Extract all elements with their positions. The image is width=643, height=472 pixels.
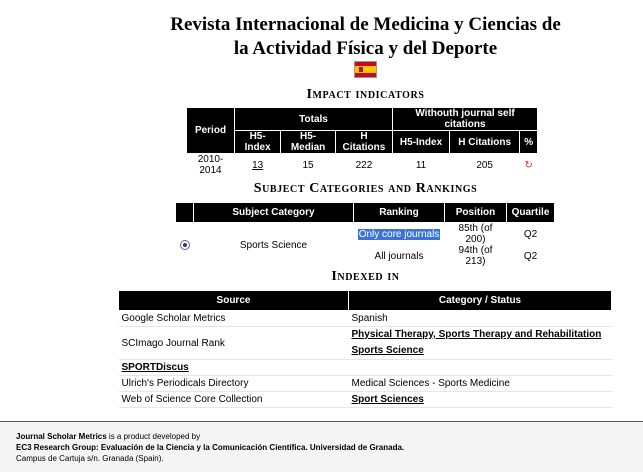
totals-header: Totals bbox=[235, 108, 393, 131]
table-row bbox=[119, 311, 612, 327]
h5-index-wo-cell: 11 bbox=[415, 159, 427, 171]
quartile-cell: Q2 bbox=[523, 228, 538, 240]
period-cell: 2010-2014 bbox=[197, 154, 224, 176]
col-quartile: Quartile bbox=[507, 203, 555, 223]
col-h5-median: H5-Median bbox=[281, 131, 336, 154]
category-link[interactable]: Physical Therapy, Sports Therapy and Rehabilitation bbox=[351, 329, 602, 340]
category-link[interactable]: Sports Science bbox=[351, 345, 424, 356]
footer-brand: Journal Scholar Metrics bbox=[16, 432, 107, 441]
impact-indicators-heading: Impact indicators bbox=[306, 87, 425, 102]
quartile-cell: Q2 bbox=[523, 250, 538, 262]
col-percent: % bbox=[520, 131, 538, 154]
col-source: Source bbox=[119, 291, 349, 311]
col-position: Position bbox=[445, 203, 507, 223]
table-row bbox=[119, 392, 612, 408]
table-row bbox=[187, 154, 538, 177]
category-cell: Sports Science bbox=[239, 239, 308, 251]
journal-title-line2: la Actividad Física y del Deporte bbox=[233, 38, 498, 59]
subject-categories-heading: Subject Categories and Rankings bbox=[253, 181, 478, 196]
category-radio[interactable] bbox=[180, 240, 190, 250]
footer-address: Campus de Cartuja s/n. Granada (Spain). bbox=[16, 454, 164, 463]
without-self-citations-header: Withouth journal self citations bbox=[393, 108, 538, 131]
col-category-status: Category / Status bbox=[349, 291, 612, 311]
col-h-citations-wo: H Citations bbox=[450, 131, 520, 154]
status-cell: Spanish bbox=[349, 311, 612, 327]
h-citations-cell: 222 bbox=[355, 159, 373, 171]
sportdiscus-link[interactable]: SPORTDiscus bbox=[121, 362, 189, 373]
position-cell: 85th (of 200) bbox=[458, 223, 493, 245]
table-row bbox=[119, 360, 612, 376]
table-row bbox=[176, 223, 555, 246]
h-citations-wo-cell: 205 bbox=[476, 159, 493, 171]
source-cell: Web of Science Core Collection bbox=[119, 392, 349, 408]
col-ranking: Ranking bbox=[354, 203, 445, 223]
indexed-in-table bbox=[118, 290, 612, 408]
col-h5-index-wo: H5-Index bbox=[393, 131, 450, 154]
period-header: Period bbox=[187, 108, 235, 154]
col-h5-index: H5-Index bbox=[235, 131, 281, 154]
table-row bbox=[119, 376, 612, 392]
refresh-icon[interactable]: ↻ bbox=[524, 159, 533, 171]
ranking-core-option[interactable]: Only core journals bbox=[358, 228, 440, 240]
status-cell: Medical Sciences - Sports Medicine bbox=[349, 376, 612, 392]
footer-text: is a product developed by bbox=[106, 432, 201, 441]
h5-median-cell: 15 bbox=[302, 159, 314, 171]
position-cell: 94th (of 213) bbox=[458, 245, 493, 267]
category-link[interactable]: Sport Sciences bbox=[351, 394, 424, 405]
status-cell bbox=[349, 360, 612, 376]
col-h-citations: H Citations bbox=[335, 131, 392, 154]
footer-group: EC3 Research Group: Evaluación de la Ciencia y la Comunicación Científica. Universidad de Granada. bbox=[16, 443, 405, 452]
source-cell: Ulrich's Periodicals Directory bbox=[119, 376, 349, 392]
footer bbox=[0, 421, 643, 472]
ranking-all-option[interactable]: All journals bbox=[374, 250, 424, 262]
spain-flag-icon bbox=[354, 61, 377, 78]
indexed-in-heading: Indexed in bbox=[331, 269, 400, 284]
impact-indicators-table bbox=[186, 107, 538, 176]
h5-index-link[interactable]: 13 bbox=[252, 159, 264, 171]
source-cell: SCImago Journal Rank bbox=[119, 327, 349, 360]
subject-rankings-table bbox=[175, 202, 555, 267]
journal-title-line1: Revista Internacional de Medicina y Ciencias de bbox=[170, 14, 561, 35]
table-row bbox=[119, 327, 612, 360]
col-subject-category: Subject Category bbox=[194, 203, 354, 223]
source-cell: Google Scholar Metrics bbox=[119, 311, 349, 327]
